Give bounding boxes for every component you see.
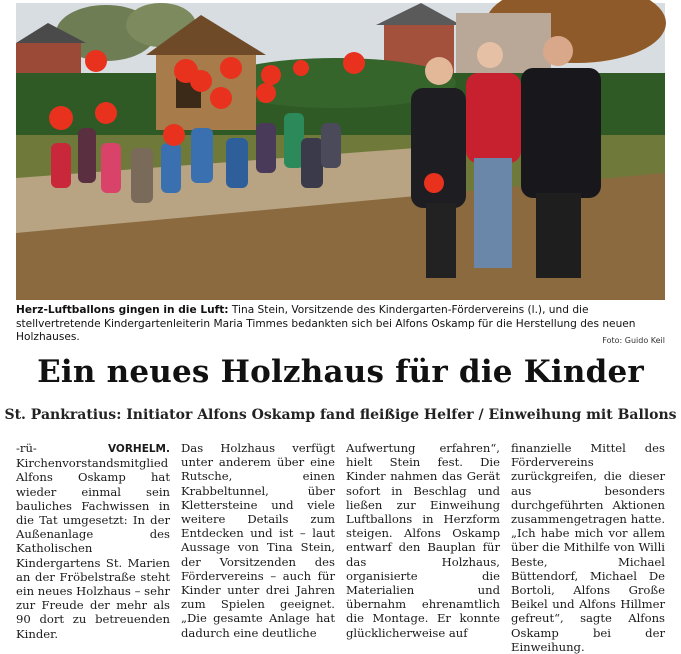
article-body bbox=[16, 441, 665, 654]
article-photo bbox=[16, 3, 665, 300]
caption-lead: Herz-Luftballons gingen in die Luft: bbox=[16, 304, 229, 316]
photo-illustration bbox=[16, 3, 665, 300]
article-subheadline: St. Pankratius: Initiator Alfons Oskamp fand fleißige Helfer / Einweihung mit Ballons bbox=[4, 407, 677, 423]
article-column-4 bbox=[511, 441, 665, 654]
article-headline: Ein neues Holzhaus für die Kinder bbox=[37, 354, 644, 390]
column-3-text: Aufwertung erfahren“, hielt Stein fest. Die Kinder nahmen das Gerät sofort in Beschlag und ließen zur Einweihung Luftballons in Herzform steigen. Alfons Oskamp entwarf den Bauplan für das Holzhaus, organisierte die Materialien und übernahm ehrenamtlich die Montage. Er konnte glücklicherweise auf bbox=[346, 441, 500, 640]
article-column-3 bbox=[346, 441, 500, 640]
photo-credit: Foto: Guido Keil bbox=[602, 336, 665, 345]
dateline: VORHELM. bbox=[107, 443, 170, 455]
photo-caption bbox=[16, 304, 665, 348]
article-column-1 bbox=[16, 441, 170, 641]
article-column-2 bbox=[181, 441, 335, 640]
author-tag: -rü- bbox=[16, 441, 37, 455]
column-1-text: Kirchenvorstandsmitglied Alfons Oskamp hat wieder einmal sein bauliches Fachwissen in die Tat umgesetzt: In der Außenanlage des Katholischen Kindergartens St. Marien an der Fröbelstraße steht ein neues Holzhaus – sehr zur Freude der mehr als 90 dort zu betreuenden Kinder. bbox=[16, 456, 170, 641]
building-right bbox=[456, 13, 551, 73]
column-4-text: finanzielle Mittel des Fördervereins zurückgreifen, die dieser aus besonders durchgeführten Aktionen zusammengetragen hatte. „Ich habe mich vor allem über die Mithilfe von Willi Beste, Michael Büttendorf, Michael De Bortoli, Alfons Große Beikel und Alfons Hillmer gefreut“, sagte Alfons Oskamp bei der Einweihung. bbox=[511, 441, 665, 654]
caption-text: Tina Stein, Vorsitzende des Kindergarten-Fördervereins (l.), und die stellvertretende Kindergartenleiterin Maria Timmes bedankten sich bei Alfons Oskamp für die Herstellung des neuen Holzhauses. bbox=[16, 304, 636, 343]
column-2-text: Das Holzhaus verfügt unter anderem über eine Rutsche, einen Krabbeltunnel, über Klettersteine und viele weitere Details zum Entdecken und ist – laut Aussage von Tina Stein, der Vorsitzenden des Fördervereins – auch für Kinder unter drei Jahren zum Spielen geeignet. „Die gesamte Anlage hat dadurch eine deutliche bbox=[181, 441, 335, 640]
